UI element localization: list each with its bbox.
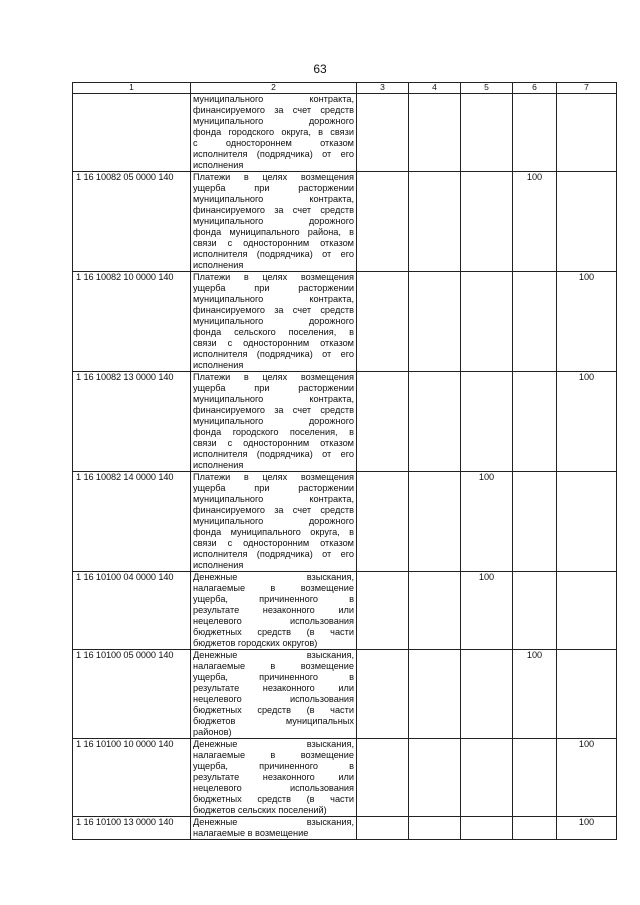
description-line: связи с односторонним отказом — [193, 338, 354, 348]
table-row — [73, 817, 617, 840]
percent-cell-4 — [409, 472, 461, 572]
description-line: налагаемые в возмещение — [193, 583, 354, 593]
percent-cell-4 — [409, 94, 461, 172]
description-line: финансируемого за счет средств — [193, 105, 354, 115]
percent-cell-5: 100 — [461, 572, 513, 650]
table-row — [73, 272, 617, 372]
table-row — [73, 650, 617, 739]
percent-cell-3 — [357, 172, 409, 272]
description-line: ущерба, причиненного в — [193, 761, 354, 771]
description-line: исполнения — [193, 460, 244, 470]
description-line: нецелевого использования — [193, 616, 354, 626]
table-row — [73, 372, 617, 472]
percent-cell-7: 100 — [557, 817, 617, 840]
percent-cell-4 — [409, 572, 461, 650]
description-line: финансируемого за счет средств — [193, 405, 354, 415]
revenue-description-cell — [191, 472, 357, 572]
description-line: финансируемого за счет средств — [193, 205, 354, 215]
percent-cell-6 — [513, 272, 557, 372]
column-header-7: 7 — [557, 83, 617, 94]
percent-cell-3 — [357, 472, 409, 572]
description-line: муниципального контракта, — [193, 294, 354, 304]
revenue-code-cell: 1 16 10082 10 0000 140 — [73, 272, 191, 372]
percent-cell-6 — [513, 739, 557, 817]
description-line: финансируемого за счет средств — [193, 305, 354, 315]
column-header-1: 1 — [73, 83, 191, 94]
description-line: результате незаконного или — [193, 683, 354, 693]
table-row — [73, 94, 617, 172]
description-line: фонда городского округа, в связи — [193, 127, 354, 137]
percent-cell-3 — [357, 272, 409, 372]
table-row — [73, 472, 617, 572]
column-header-4: 4 — [409, 83, 461, 94]
description-line: Платежи в целях возмещения — [193, 272, 354, 282]
description-line: исполнителя (подрядчика) от его — [193, 249, 354, 259]
revenue-code-cell — [73, 94, 191, 172]
percent-cell-7: 100 — [557, 739, 617, 817]
page-number: 63 — [313, 62, 327, 76]
percent-cell-3 — [357, 650, 409, 739]
percent-cell-3 — [357, 739, 409, 817]
description-line: ущерба при расторжении — [193, 483, 354, 493]
percent-cell-7 — [557, 94, 617, 172]
revenue-description-cell — [191, 272, 357, 372]
description-line: ущерба при расторжении — [193, 183, 354, 193]
description-line: связи с односторонним отказом — [193, 438, 354, 448]
description-line: муниципального дорожного — [193, 316, 354, 326]
description-line: с одностороннем отказом — [193, 138, 354, 148]
percent-cell-5 — [461, 817, 513, 840]
description-line: Денежные взыскания, — [193, 572, 354, 582]
revenue-code-cell: 1 16 10082 13 0000 140 — [73, 372, 191, 472]
table-header-row — [73, 83, 617, 94]
description-line: налагаемые в возмещение — [193, 661, 354, 671]
revenue-table-container — [72, 82, 617, 840]
description-line: результате незаконного или — [193, 772, 354, 782]
percent-cell-6 — [513, 472, 557, 572]
description-line: муниципального дорожного — [193, 416, 354, 426]
revenue-description-cell — [191, 817, 357, 840]
percent-cell-3 — [357, 372, 409, 472]
percent-cell-5 — [461, 94, 513, 172]
percent-cell-5 — [461, 272, 513, 372]
description-line: бюджетов сельских поселений) — [193, 805, 327, 815]
description-line: исполнителя (подрядчика) от его — [193, 549, 354, 559]
description-line: Платежи в целях возмещения — [193, 372, 354, 382]
table-row — [73, 739, 617, 817]
table-body — [73, 94, 617, 840]
description-line: ущерба при расторжении — [193, 283, 354, 293]
description-line: исполнения — [193, 260, 244, 270]
percent-cell-7 — [557, 472, 617, 572]
description-line: муниципального дорожного — [193, 116, 354, 126]
percent-cell-3 — [357, 94, 409, 172]
description-line: ущерба при расторжении — [193, 383, 354, 393]
description-line: исполнения — [193, 160, 244, 170]
percent-cell-4 — [409, 372, 461, 472]
description-line: ущерба, причиненного в — [193, 672, 354, 682]
description-line: связи с односторонним отказом — [193, 538, 354, 548]
percent-cell-4 — [409, 739, 461, 817]
percent-cell-4 — [409, 650, 461, 739]
revenue-description-cell — [191, 650, 357, 739]
column-header-3: 3 — [357, 83, 409, 94]
description-line: муниципального контракта, — [193, 394, 354, 404]
percent-cell-7 — [557, 650, 617, 739]
revenue-description-cell — [191, 172, 357, 272]
description-line: муниципального контракта, — [193, 494, 354, 504]
description-line: связи с односторонним отказом — [193, 238, 354, 248]
description-line: налагаемые в возмещение — [193, 828, 309, 838]
revenue-code-cell: 1 16 10100 05 0000 140 — [73, 650, 191, 739]
description-line: исполнителя (подрядчика) от его — [193, 149, 354, 159]
description-line: исполнителя (подрядчика) от его — [193, 349, 354, 359]
revenue-code-cell: 1 16 10100 04 0000 140 — [73, 572, 191, 650]
description-line: муниципального дорожного — [193, 516, 354, 526]
revenue-description-cell — [191, 739, 357, 817]
description-line: Платежи в целях возмещения — [193, 472, 354, 482]
description-line: муниципального контракта, — [193, 194, 354, 204]
revenue-code-cell: 1 16 10100 10 0000 140 — [73, 739, 191, 817]
column-header-5: 5 — [461, 83, 513, 94]
percent-cell-5 — [461, 372, 513, 472]
percent-cell-3 — [357, 817, 409, 840]
column-header-6: 6 — [513, 83, 557, 94]
description-line: Платежи в целях возмещения — [193, 172, 354, 182]
description-line: муниципального контракта, — [193, 94, 354, 104]
table-row — [73, 572, 617, 650]
description-line: бюджетов городских округов) — [193, 638, 318, 648]
percent-cell-6 — [513, 372, 557, 472]
description-line: фонда городского поселения, в — [193, 427, 354, 437]
percent-cell-7: 100 — [557, 372, 617, 472]
description-line: исполнения — [193, 360, 244, 370]
percent-cell-4 — [409, 172, 461, 272]
percent-cell-4 — [409, 817, 461, 840]
description-line: бюджетов муниципальных — [193, 716, 354, 726]
revenue-description-cell — [191, 94, 357, 172]
description-line: Денежные взыскания, — [193, 650, 354, 660]
percent-cell-3 — [357, 572, 409, 650]
description-line: нецелевого использования — [193, 783, 354, 793]
description-line: Денежные взыскания, — [193, 817, 354, 827]
percent-cell-7: 100 — [557, 272, 617, 372]
percent-cell-6: 100 — [513, 172, 557, 272]
revenue-classification-table — [72, 82, 617, 840]
revenue-code-cell: 1 16 10100 13 0000 140 — [73, 817, 191, 840]
description-line: бюджетных средств (в части — [193, 705, 354, 715]
description-line: финансируемого за счет средств — [193, 505, 354, 515]
description-line: Денежные взыскания, — [193, 739, 354, 749]
description-line: фонда сельского поселения, в — [193, 327, 354, 337]
description-line: нецелевого использования — [193, 694, 354, 704]
revenue-description-cell — [191, 572, 357, 650]
revenue-code-cell: 1 16 10082 14 0000 140 — [73, 472, 191, 572]
description-line: бюджетных средств (в части — [193, 627, 354, 637]
percent-cell-5 — [461, 172, 513, 272]
description-line: фонда муниципального района, в — [193, 227, 354, 237]
percent-cell-5 — [461, 650, 513, 739]
percent-cell-6 — [513, 94, 557, 172]
column-header-2: 2 — [191, 83, 357, 94]
percent-cell-4 — [409, 272, 461, 372]
table-row — [73, 172, 617, 272]
percent-cell-7 — [557, 172, 617, 272]
description-line: бюджетных средств (в части — [193, 794, 354, 804]
revenue-description-cell — [191, 372, 357, 472]
percent-cell-6 — [513, 817, 557, 840]
description-line: исполнителя (подрядчика) от его — [193, 449, 354, 459]
percent-cell-7 — [557, 572, 617, 650]
percent-cell-6: 100 — [513, 650, 557, 739]
percent-cell-5: 100 — [461, 472, 513, 572]
description-line: ущерба, причиненного в — [193, 594, 354, 604]
revenue-code-cell: 1 16 10082 05 0000 140 — [73, 172, 191, 272]
description-line: налагаемые в возмещение — [193, 750, 354, 760]
percent-cell-5 — [461, 739, 513, 817]
description-line: фонда муниципального округа, в — [193, 527, 354, 537]
description-line: муниципального дорожного — [193, 216, 354, 226]
description-line: результате незаконного или — [193, 605, 354, 615]
description-line: районов) — [193, 727, 232, 737]
description-line: исполнения — [193, 560, 244, 570]
percent-cell-6 — [513, 572, 557, 650]
